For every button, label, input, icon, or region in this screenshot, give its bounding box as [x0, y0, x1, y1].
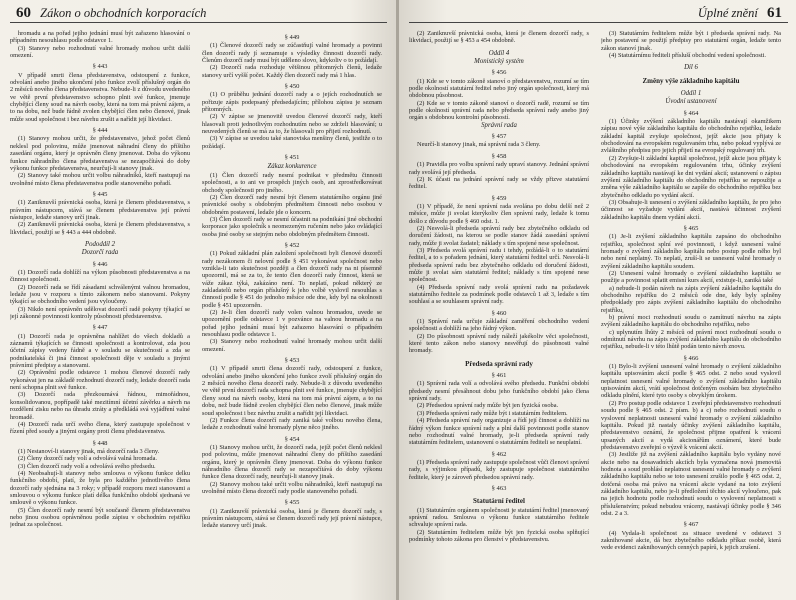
subdivision-title: Pododdíl 2 — [84, 240, 116, 248]
paragraph: (4) Předseda správní rady organizuje a řídí její činnost a dohlíží na řádný výkon funkce správní rady a plní další povinnosti podle stanov nebo rozhodnutí valné hromady, je-li předseda správní rady statutárním ředitelem, ustanovení o statutárním řediteli se neuplatní. — [409, 417, 589, 447]
paragraph: (2) Zaniknuvší právnická osoba, která je členem dozorčí rady, s likvidací, použijí se § 453 a 454 obdobně. — [409, 30, 589, 45]
paragraph: (4) Neobsahují-li stanovy nebo smlouva o výkonu funkce delku funkčního období, platí, že byla pro každého jednotlivého člena dozorčí rady sjednána na 3 roky; v případě rozporu mezi stanovami a smlouvou o výkonu funkce platí délka funkčního období sjednaná ve smlouvě o výkonu funkce. — [10, 469, 190, 507]
section-heading: Monistický systém — [474, 58, 524, 66]
section-heading: Zákaz konkurence — [267, 162, 317, 170]
section-number: § 458 — [491, 152, 507, 160]
left-page-header — [10, 4, 387, 23]
paragraph: (3) Člen dozorčí rady se nesmí účastnit na podnikání jiné obchodní korporace jako společník s neomezeným ručením nebo jako ovládající osoba jiné osoby se stejným nebo obdobným předmětem činnosti. — [202, 215, 382, 238]
paragraph: (3) Statutárním ředitelem může být i předseda správní rady. Na jeho postavení se použijí předpisy pro statutární orgán, ledaže tento zákon stanoví jinak. — [601, 30, 781, 52]
paragraph: (2) Je-li člen dozorčí rady volen valnou hromadou, uvede se upozornění podle odstavce 1 v pozvánce na valnou hromadu a na pořad jejího jednání musí být zařazeno hlasování o případném nesouhlasu podle odstavce 1. — [202, 309, 382, 339]
section-number: § 462 — [491, 450, 507, 458]
section-number: § 451 — [284, 154, 300, 162]
left-page-number: 60 — [16, 5, 31, 21]
paragraph: (2) Členy dozorčí rady volí a odvolává valná hromada. — [18, 455, 157, 463]
paragraph: (1) Zaniknuvší právnická osoba, která je členem dozorčí rady, s právním nástupcem, stává se členem dozorčí rady její právní nástupce, ledaže stanovy určí jinak. — [202, 507, 382, 530]
paragraph: (3) Obsahuje-li usnesení o zvýšení základního kapitálu, že pro jeho účinnost se vyžaduje vydání akcií, nastává účinnost zvýšení základního kapitálu dnem vydání akcií. — [601, 198, 781, 221]
right-page-number: 61 — [767, 5, 782, 21]
part-heading: Změny výše základního kapitálu — [642, 76, 740, 85]
paragraph: (2) Zvyšuje-li základní kapitál společnost, jejíž akcie jsou přijaty k obchodování na evropském regulovaném trhu, účinky zvýšení základního kapitálu nastávají ke dni vydání akcií; ustanovení o zápisu zvýšení základního kapitálu do obchodního rejstříku se nepoužije a změna výše základního kapitálu se zapíše do obchodního rejstříku bez zbytečného odkladu po vydání akcií. — [601, 154, 781, 199]
paragraph: (1) O průběhu jednání dozorčí rady a o jejích rozhodnutích se pořizuje zápis podepsaný předsedajícím; přílohou zápisu je seznam přítomných. — [202, 91, 382, 114]
section-number: § 461 — [491, 372, 507, 380]
section-number: § 460 — [491, 309, 507, 317]
paragraph: (3) Dozorčí rada přezkoumává řádnou, mimořádnou, konsolidovanou, popřípadě také mezitímní účetní závěrku a návrh na rozdělení zisku nebo na úhradu ztráty a předkládá svá vyjádření valné hromadě. — [10, 391, 190, 421]
part-heading: Statutární ředitel — [473, 497, 525, 506]
paragraph: (2) Předsedou správní rady může být jen fyzická osoba. — [417, 402, 559, 410]
right-column-1 — [409, 30, 589, 596]
section-number: § 453 — [284, 357, 300, 365]
paragraph: (3) Předseda správní rady může být i statutárním ředitelem. — [417, 409, 568, 417]
section-number: § 459 — [491, 194, 507, 202]
left-running-header: Zákon o obchodních korporacích — [40, 6, 207, 20]
section-heading: Správní rada — [481, 121, 517, 129]
paragraph: (3) Předseda svolá správní radu i tehdy, požádá-li o to statutární ředitel, a to s pořadem jednání, který statutární ředitel určí. Nesvolá-li předseda správní radu bez zbytečného odkladu od doručení žádosti, může ji svolat sám statutární ředitel; náklady s tím spojené nese společnost. — [409, 246, 589, 284]
paragraph: (2) K účasti na jednání správní rady se vždy přizve statutární ředitel. — [409, 175, 589, 191]
paragraph: (1) Zaniknuvší právnická osoba, která je členem představenstva, s právním nástupcem, stává se členem představenstva její právní nástupce, ledaže stanovy určí jinak. — [10, 199, 190, 221]
left-column-1 — [10, 30, 190, 596]
paragraph: (2) Nesvolá-li předseda správní rady bez zbytečného odkladu od doručení žádosti, na kterou se podle stanov žádá zasedání správní rady, může ji svolat žadatel; náklady s tím spojené nese společnost. — [409, 224, 589, 247]
right-page — [399, 0, 796, 600]
paragraph: (3) Nikdo není oprávněn udělovat dozorčí radě pokyny týkající se její zákonné povinnosti kontroly působnosti představenstva. — [10, 305, 190, 321]
paragraph: (1) Je-li zvýšení základního kapitálu zapsáno do obchodního rejstříku, společnost splní své povinnosti, i když usnesení valné hromady o zvýšení základního kapitálu nebo postup podle něho byl nebo není neplatný. To neplatí, zruší-li se usnesení valné hromady o zvýšení základního kapitálu soudem. — [601, 233, 781, 270]
paragraph: (2) Stanovy také mohou určit volbu náhradníků, kteří nastupují na uvolněné místo člena představenstva podle stanoveného pořadí. — [10, 172, 190, 187]
left-page — [0, 0, 397, 600]
paragraph: a) nebude-li podán návrh na zápis zvýšení základního kapitálu do obchodního rejstříku do 2 měsíců ode dne, kdy byly splněny předpoklady pro zápis zvýšení základního kapitálu do obchodního rejstříku, — [601, 284, 781, 314]
paragraph: (1) Účinky zvýšení základního kapitálu nastávají okamžikem zápisu nové výše základního kapitálu do obchodního rejstříku, ledaže základní kapitál zvyšuje společnost, jejíž akcie jsou přijaty k obchodování na evropském regulovaném trhu, nebo pokud vyplývá ze zvláštního předpisu pro jejich přijetí na evropský regulovaný trh. — [601, 118, 781, 155]
section-number: § 454 — [284, 435, 300, 443]
paragraph: (2) Usnesení valné hromady o zvýšení základního kapitálu se použije a povinnost splatit emisní kurs akcií, existuje-li, zaniká také — [601, 269, 781, 285]
section-number: § 443 — [92, 63, 108, 71]
paragraph: (2) Zaniknuvší právnická osoba, která je členem představenstva, s likvidací, použijí se § 443 a 444 obdobně. — [10, 221, 190, 236]
paragraph: (3) Člen dozorčí rady volí a odvolává svého předsedu. — [18, 462, 156, 470]
paragraph: b) právní moci rozhodnutí soudu o zamítnutí návrhu na zápis zvýšení základního kapitálu do obchodního rejstříku, nebo — [601, 314, 781, 329]
paragraph: (4) Vydala-li společnost za situace uvedené v odstavci 3 zaknihované akcie, dá bez zbytečného odkladu příkaz osobě, která vede evidenci zaknihovaných cenných papírů, k jejich zrušení. — [601, 529, 781, 552]
paragraph: (1) Statutárním orgánem společnosti je statutární ředitel jmenovaný správní radou. Smlouva o výkonu funkce statutárního ředitele schvaluje správní rada. — [409, 506, 589, 529]
part-heading: Předseda správní rady — [465, 359, 533, 368]
section-number: § 445 — [92, 190, 108, 198]
paragraph: (2) Dozorčí rada se řídí zásadami schválenými valnou hromadou, ledaže jsou v rozporu s tímto zákonem nebo stanovami. Pokyny týkající se obchodního vedení jsou vyloučeny. — [10, 283, 190, 306]
paragraph: (1) V případě, že není správní rada svolána po dobu delší než 2 měsíce, může ji svolat kterýkoliv člen správní rady, ledaže k tomu došlo z důvodu podle § 460 odst. 1. — [409, 202, 589, 225]
paragraph: (2) Kde se v tomto zákoně stanoví o dozorčí radě, rozumí se tím podle okolností správní rada nebo předseda správní rady anebo jiný orgán s obdobnou kontrolní působností. — [409, 99, 589, 122]
section-number: § 448 — [92, 439, 108, 447]
left-column-2 — [202, 30, 382, 596]
paragraph: (2) Pro postup podle odstavce 1 zveřejní představenstvo rozhodnutí soudu podle § 465 odst. 2 písm. b) a c) nebo rozhodnutí soudu o vyslovení neplatnosti usnesení valné hromady o zvýšení základního kapitálu. Pokud již nastaly účinky zvýšení základního kapitálu, představenstvo oznámí, že společnost přijme opatření k vrácení upsaných akcií a vydá akcionářům oznámení, které bude představenstvo zveřejní o výzvě k vrácení akcií. — [601, 399, 781, 451]
section-number: § 456 — [491, 69, 507, 77]
paragraph: (4) Předseda správní rady svolá správní radu na požadavek statutárního ředitele za podmínek podle odstavců 1 až 3, ledaže s tím souhlasí a se souhlasem správní rady. — [409, 283, 589, 306]
paragraph: (5) Člen dozorčí rady nesmí být současně členem představenstva nebo jinou osobou oprávněnou podle zápisu v obchodním rejstříku jednat za společnost. — [10, 506, 190, 529]
paragraph: (3) V zápise se uvedou také stanoviska menšiny členů, jestliže o to požádají. — [202, 135, 382, 150]
subdivision-title: Díl 6 — [684, 64, 698, 72]
section-number: § 450 — [284, 83, 300, 91]
section-number: § 467 — [683, 521, 699, 529]
paragraph: (4) Statutárnímu řediteli přísluší obchodní vedení společnosti. — [609, 52, 766, 60]
subdivision-title: Oddíl 1 — [680, 90, 702, 98]
paragraph: Neurčí-li stanovy jinak, má správní rada 3 členy. — [417, 141, 541, 149]
paragraph: (1) Pokud základní plán založení společnosti byli členové dozorčí rady nezákonem či nelovní podle § 451 vykonávat společnost nebo vznikla-li tato skutečnost později a člen dozorčí rady na ni písemně upozornil, má se za to, že tento člen dozorčí rady činnost, která se váže zákaz týká, zakázáno není. To neplatí, pokud některý ze zakladatelů nebo orgán příslušný k jeho volbě vyslovil nesouhlas s činností podle § 451 do jednoho měsíce ode dne, kdy byl na okolnosti podle § 451 upozorněn. — [202, 250, 382, 309]
paragraph: (1) Správní rada určuje základní zaměření obchodního vedení společnosti a dohlíží na jeho řádný výkon. — [409, 318, 589, 333]
paragraph: (2) Stanovy mohou také určit volbu náhradníků, kteří nastupují na uvolněné místo člena dozorčí rady podle stanoveného pořadí. — [202, 480, 382, 495]
paragraph: (2) Oprávnění podle odstavce 1 mohou členové dozorčí rady vykonávat jen na základě rozhodnutí dozorčí rady, ledaže dozorčí rada není schopna plnit své funkce. — [10, 369, 190, 392]
paragraph: (1) Stanovy mohou určit, že dozorčí rada, jejíž počet členů neklesl pod polovinu, může jmenovat náhradní členy do příštího zasedání orgánu, který je oprávněn členy jmenovat. Doba do výkonu funkce náhradního člena dozorčí rady se nezapočítává do doby výkonu funkce člena dozorčí rady, neurčují-li stanovy jinak. — [202, 443, 382, 481]
right-page-header — [409, 4, 788, 23]
paragraph: (1) Člen dozorčí rady nesmí podnikat v předmětu činnosti společnosti, a to ani ve prospěch jiných osob, ani zprostředkovávat obchody společnosti pro jiného. — [202, 171, 382, 194]
paragraph: (1) Kde se v tomto zákoně stanoví o představenstvu, rozumí se tím podle okolností statutární ředitel nebo jiný orgán společnosti, který má obdobnou působnost. — [409, 77, 589, 100]
paragraph: hromadu a na pořad jejího jednání musí být zařazeno hlasování o případném nesouhlasu podle odstavce 1. — [10, 30, 190, 45]
paragraph: (2) V zápise se jmenovitě uvedou členové dozorčí rady, kteří hlasovali proti jednotlivým rozhodnutím nebo se zdrželi hlasování; u neuvedených členů se má za to, že hlasovali pro přijetí rozhodnutí. — [202, 113, 382, 136]
paragraph: (2) Funkce člena dozorčí rady zaniká také volbou nového člena, ledaže z rozhodnutí valné hromady plyne něco jiného. — [202, 416, 382, 432]
section-number: § 463 — [491, 484, 507, 492]
section-number: § 464 — [683, 109, 699, 117]
section-number: § 457 — [491, 133, 507, 141]
paragraph: V případě smrti člena představenstva, odstoupení z funkce, odvolání anebo jiného ukončení jeho funkce zvolí příslušný orgán do 2 měsíců nového člena představenstva. Nebude-li z důvodu uvedeného ve větě první představenstvo schopno plnit své funkce, jmenuje chybějící členy soud na návrh osoby, která na tom má právní zájem, a to na dobu, než bude řádně zvolen chybějící člen nebo členové, jinak může soud společnost i bez návrhu zrušit a nařídit její likvidaci. — [10, 71, 190, 123]
section-number: § 452 — [284, 241, 300, 249]
section-number: § 444 — [92, 127, 108, 135]
paragraph: (2) Do působnosti správní rady náleží jakékoliv věci společnosti, které tento zákon nebo stanovy nesvěřují do působnosti valné hromady. — [409, 332, 589, 355]
paragraph: (2) Člen dozorčí rady nesmí být členem statutárního orgánu jiné právnické osoby s obdobným předmětem činnosti nebo osobou v obdobném postavení, ledaže jde o koncern. — [202, 193, 382, 216]
paragraph: c) uplynutím lhůty 2 měsíců od právní moci rozhodnutí soudu o odmítnutí návrhu na zápis zvýšení základního kapitálu do obchodního rejstříku, nebude-li v této lhůtě podán tento návrh znovu. — [601, 328, 781, 351]
section-number: § 466 — [683, 354, 699, 362]
paragraph: (1) Členové dozorčí rady se zúčastňují valné hromady a povinni člen dozorčí rady jí seznamuje s výsledky činnosti dozorčí rady. Členům dozorčí rady musí být uděleno slovo, kdykoliv o to požádají. — [202, 42, 382, 65]
right-column-2 — [601, 30, 781, 596]
paragraph: (1) Dozorčí rada je oprávněna nahlížet do všech dokladů a záznamů týkajících se činnosti společnosti a kontrolovat, zda jsou účetní zápisy vedeny řádně a v souladu se skutečností a zda se podnikatelská či jiná činnost společnosti děje v souladu s jinými právními předpisy a stanovami. — [10, 332, 190, 370]
section-number: § 465 — [683, 224, 699, 232]
paragraph: (1) V případě smrti člena dozorčí rady, odstoupení z funkce, odvolání anebo jiného ukončení jeho funkce zvolí příslušný orgán do 2 měsíců nového člena dozorčí rady. Nebude-li z důvodu uvedeného ve větě první dozorčí rada schopna plnit své funkce, jmenuje chybějící členy soud na návrh osoby, která na tom má právní zájem, a to na dobu, než bude řádně zvolen chybějící člen nebo členové, jinak může soud společnost i bez návrhu zrušit a nařídit její likvidaci. — [202, 365, 382, 417]
paragraph: (2) Dozorčí rada rozhoduje většinou přítomných členů, ledaže stanovy určí vyšší počet. Každý člen dozorčí rady má 1 hlas. — [202, 64, 382, 79]
subdivision-title: Oddíl 4 — [488, 49, 510, 57]
right-running-header: Úplné znění — [697, 6, 758, 20]
paragraph: (2) Statutárním ředitelem může být jen fyzická osoba splňující podmínky tohoto zákona pro členství v představenstvu. — [409, 528, 589, 543]
paragraph: (3) Stanovy nebo rozhodnutí valné hromady mohou určit další omezení. — [202, 338, 382, 353]
section-number: § 449 — [284, 34, 300, 41]
paragraph: (4) Dozorčí rada určí svého člena, který zastupuje společnost v řízení před soudy a jinými orgány proti členu představenstva. — [10, 420, 190, 436]
section-heading: Dozorčí rada — [81, 249, 119, 257]
paragraph: (1) Stanovy mohou určit, že představenstvo, jehož počet členů neklesl pod polovinu, může jmenovat náhradní členy do příštího zasedání orgánu, který je oprávněn členy jmenovat. Doba do výkonu funkce náhradního člena představenstva se nezapočítává do doby výkonu funkce představenstva, neurčují-li stanovy jinak. — [10, 135, 190, 172]
paragraph: (3) Stanovy nebo rozhodnutí valné hromady mohou určit další omezení. — [10, 44, 190, 60]
paragraph: (1) Správní rada volí a odvolává svého předsedu. Funkční období předsedy nesmí přesáhnout dobu jeho funkčního období jako člena správní rady. — [409, 380, 589, 403]
section-number: § 455 — [284, 499, 300, 507]
paragraph: (1) Předseda správní rady zastupuje společnost vůči členovi správní rady, s výjimkou případů, kdy zastupuje společnost statutárního ředitele, který je zároveň předsedou správní rady. — [409, 458, 589, 481]
section-number: § 446 — [92, 260, 108, 268]
section-number: § 447 — [92, 324, 108, 332]
paragraph: (3) Jestliže již na zvýšení základního kapitálu bylo vydány nové akcie nebo na dosavadních akciích byla vyznačena nová jmenovitá hodnota a soud prohlásí neplatnost usnesení valné hromady o zvýšení základního kapitálu nebo se toto usnesení zrušilo podle § 465 odst. 2, dotčená osoba má právo na vrácení akcie vydané na toto zvýšení základního kapitálu, nebo je-li předložení těchto akcií vyloučeno, pak na jejich hodnotu podle rozhodnutí soudu o vyslovení neplatnosti s příslušenstvím; pokud nebudou vráceny, nastávají účinky podle § 346 odst. 2 a 3. — [601, 451, 781, 517]
paragraph: (1) Pravidla pro volbu správní rady upraví stanovy. Jednání správní rady svolává její předseda. — [409, 161, 589, 176]
paragraph: (1) Bylo-li zvýšení usnesení valné hromady o zvýšení základního kapitálu upisováním akcií podle § 465 odst. 2 nebo soud vyslovil neplatnost usnesení valné hromady o zvýšení základního kapitálu upisováním akcií, vrátí společnost dotčeným osobám bez zbytečného odkladu plnění, které tyto osoby s obvyklým úrokem. — [601, 363, 781, 400]
section-heading: Úvodní ustanovení — [665, 98, 717, 106]
paragraph: (1) Dozorčí rada dohlíží na výkon působnosti představenstva a na činnost společnosti. — [10, 268, 190, 284]
paragraph: (1) Nestanoví-li stanovy jinak, má dozorčí rada 3 členy. — [18, 447, 160, 455]
